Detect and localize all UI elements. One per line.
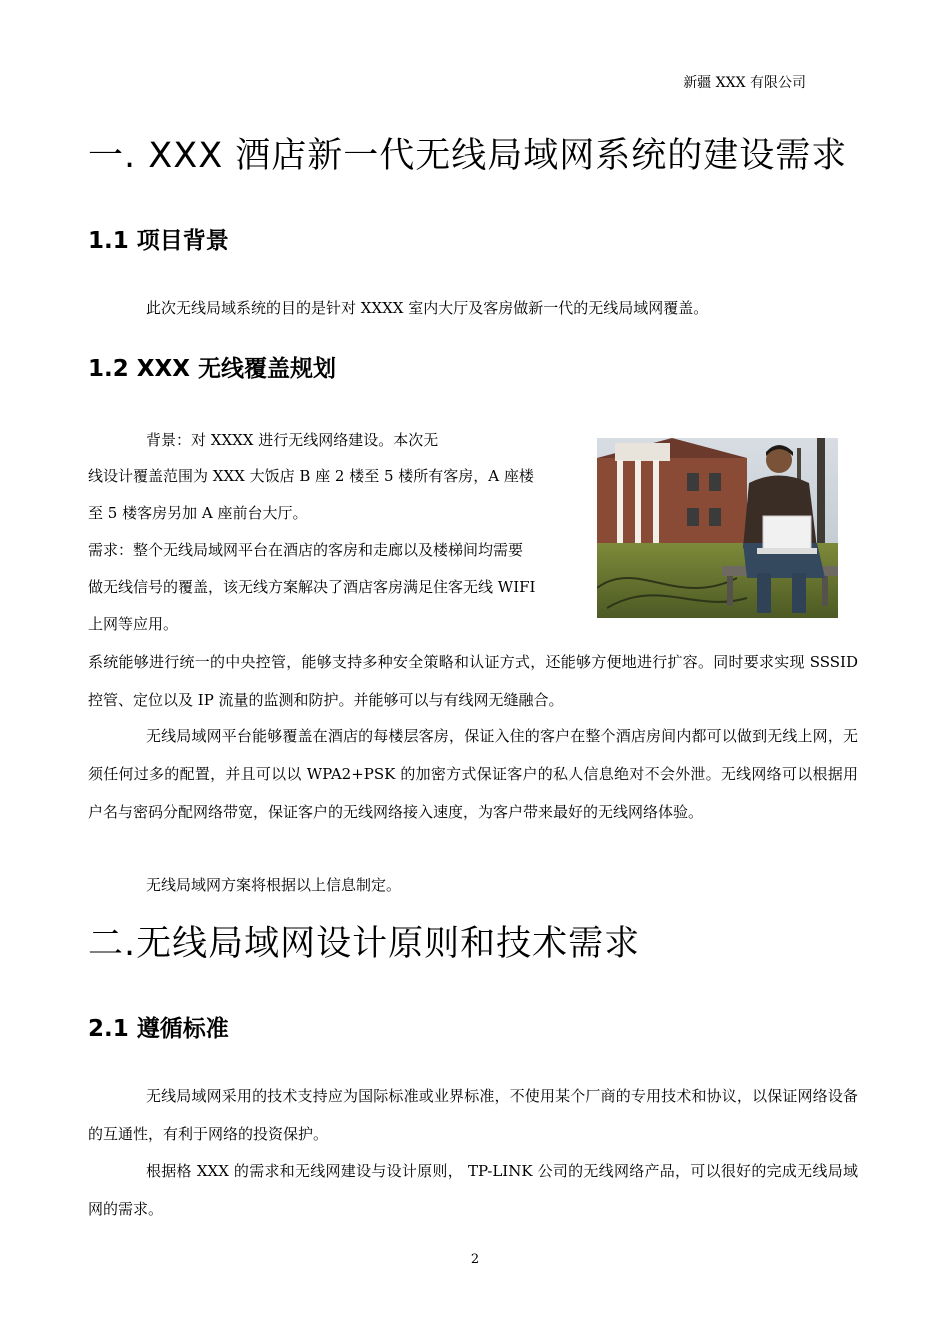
section1-2-title: 1.2 XXX 无线覆盖规划 [88, 356, 336, 382]
page-header-company: 新疆 XXX 有限公司 [683, 75, 806, 91]
section1-1-paragraph: 此次无线局域系统的目的是针对 XXXX 室内大厅及客房做新一代的无线局域网覆盖。 [146, 299, 709, 317]
section1-1-title: 1.1 项目背景 [88, 228, 229, 254]
section2-title: 二.无线局域网设计原则和技术需求 [88, 924, 641, 964]
section1-2-paragraph-coverage: 无线局域网平台能够覆盖在酒店的每楼层客房，保证入住的客户在整个酒店房间内都可以做到无线上网，无须任何过多的配置，并且可以以 WPA2+PSK 的加密方式保证客户的私人信息绝对不会外泄。无线网络可以根据用户名与密码分配网络带宽，保证客户的无线网络接入速度，为客户带来最好的无线网络体验。 [88, 727, 858, 821]
wrap-line-3: 至 5 楼客房另加 A 座前台大厅。 [88, 504, 308, 522]
man-with-laptop-photo [597, 438, 838, 618]
wrap-line-1: 背景：对 XXXX 进行无线网络建设。本次无 [146, 431, 439, 449]
section2-1-paragraph-standards: 无线局域网采用的技术支持应为国际标准或业界标准，不使用某个厂商的专用技术和协议，以保证网络设备的互通性，有利于网络的投资保护。 [88, 1087, 858, 1143]
page-number: 2 [470, 1252, 480, 1267]
wrap-line-2: 线设计覆盖范围为 XXX 大饭店 B 座 2 楼至 5 楼所有客房，A 座楼 [88, 467, 534, 485]
section2-1-paragraph-tplink: 根据格 XXX 的需求和无线网建设与设计原则， TP-LINK 公司的无线网络产品，可以很好的完成无线局域网的需求。 [88, 1162, 858, 1218]
section1-2-paragraph-management: 系统能够进行统一的中央控管，能够支持多种安全策略和认证方式，还能够方便地进行扩容。同时要求实现 SSSID 控管、定位以及 IP 流量的监测和防护。并能够可以与有线网无缝融合。 [88, 653, 858, 709]
wrap-line-4: 需求：整个无线局域网平台在酒店的客房和走廊以及楼梯间均需要 [88, 541, 524, 559]
section1-title: 一. XXX 酒店新一代无线局域网系统的建设需求 [88, 136, 848, 176]
wrap-line-6: 上网等应用。 [88, 615, 179, 633]
wrap-line-5: 做无线信号的覆盖，该无线方案解决了酒店客房满足住客无线 WIFI [88, 578, 536, 596]
section1-2-paragraph-plan: 无线局域网方案将根据以上信息制定。 [146, 876, 402, 894]
section2-1-title: 2.1 遵循标准 [88, 1016, 229, 1042]
